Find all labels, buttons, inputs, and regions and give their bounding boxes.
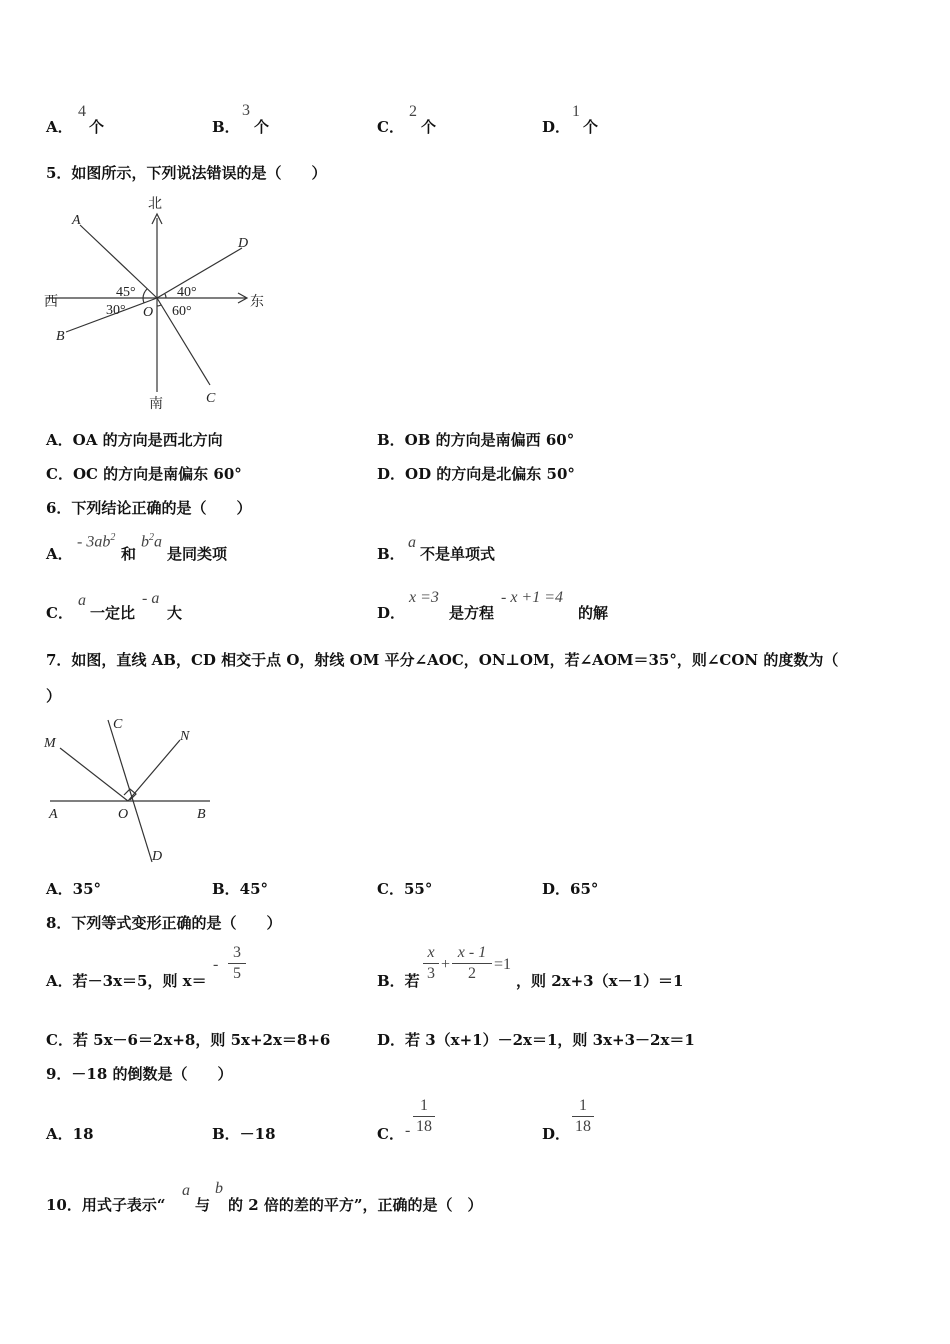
q6-option-a-term1: - $3ab^2$ xyxy=(77,532,116,551)
q5-option-c: C．OC 的方向是南偏东 60° xyxy=(46,465,242,483)
q5-stem: 5．如图所示，下列说法错误的是（ ） xyxy=(46,164,327,182)
q9-option-c-letter: C． xyxy=(377,1125,404,1143)
q5-option-b: B．OB 的方向是南偏西 60° xyxy=(377,431,575,449)
q6-option-b-letter: B． xyxy=(377,545,405,563)
label-a: A xyxy=(72,213,81,228)
q8-option-b-suffix: ，则 2x+3（x－1）＝1 xyxy=(516,972,684,990)
q10-var-b: b xyxy=(215,1180,223,1197)
q8-option-b-fraction1: x 3 xyxy=(423,944,439,983)
q5-compass-figure xyxy=(40,190,280,415)
q8-option-d: D．若 3（x+1）－2x＝1，则 3x+3－2x＝1 xyxy=(377,1031,695,1049)
q8-option-b-equals: =1 xyxy=(494,956,512,973)
ray-od xyxy=(157,248,242,298)
q8-option-a-sign: - xyxy=(213,956,219,973)
q4-option-b-letter: B． xyxy=(212,118,240,136)
q7-stem-line2: ） xyxy=(46,687,62,705)
q8-option-b-prefix: B．若 xyxy=(377,972,420,990)
q4-option-d-value: 1 xyxy=(572,103,580,120)
q8-option-b-fraction2: x - 1 2 xyxy=(452,944,492,983)
label-n: N xyxy=(180,729,190,744)
q6-option-d-mid: 是方程 xyxy=(449,604,495,622)
label-a: A xyxy=(49,807,58,822)
q6-option-c-term1: a xyxy=(78,592,86,609)
q6-option-c-letter: C． xyxy=(46,604,73,622)
q4-option-a-unit: 个 xyxy=(89,118,105,136)
label-m: M xyxy=(44,736,56,751)
q5-option-a: A．OA 的方向是西北方向 xyxy=(46,431,223,449)
q4-option-a-letter: A． xyxy=(46,118,73,136)
q4-option-c-value: 2 xyxy=(409,103,417,120)
q6-stem: 6．下列结论正确的是（ ） xyxy=(46,499,252,517)
q6-option-b-term: a xyxy=(408,534,416,551)
q4-option-c-letter: C． xyxy=(377,118,404,136)
label-west: 西 xyxy=(44,294,58,310)
q7-option-a: A．35° xyxy=(46,880,102,898)
q6-option-a-letter: A． xyxy=(46,545,73,563)
q9-option-c-fraction: 1 18 xyxy=(413,1097,435,1136)
angle-30: 30° xyxy=(106,303,126,318)
q7-angle-figure xyxy=(40,710,220,870)
q8-stem: 8．下列等式变形正确的是（ ） xyxy=(46,914,282,932)
label-o: O xyxy=(118,807,129,822)
q7-stem-line1: 7．如图，直线 AB，CD 相交于点 O，射线 OM 平分∠AOC，ON⊥OM，若∠AOM＝35°，则∠CON 的度数为（ xyxy=(46,651,839,669)
q6-option-d-letter: D． xyxy=(377,604,406,622)
q6-option-a-and: 和 xyxy=(121,545,137,563)
q6-option-c-term2: - a xyxy=(142,590,160,607)
label-east: 东 xyxy=(250,294,264,310)
label-c: C xyxy=(113,717,123,732)
q9-option-a: A．18 xyxy=(46,1125,94,1143)
q8-option-b-plus: + xyxy=(441,956,451,973)
label-c: C xyxy=(206,391,216,406)
q6-option-d-term1: x =3 xyxy=(409,589,439,606)
label-south: 南 xyxy=(149,396,163,412)
q7-option-b: B．45° xyxy=(212,880,269,898)
q10-stem-suffix: 的 2 倍的差的平方”，正确的是（ ） xyxy=(228,1196,483,1214)
q4-option-d-letter: D． xyxy=(542,118,571,136)
label-d: D xyxy=(238,236,249,251)
q9-option-c-sign: - xyxy=(405,1122,411,1139)
label-d: D xyxy=(152,849,163,864)
q9-stem: 9．－18 的倒数是（ ） xyxy=(46,1065,233,1083)
q7-option-c: C．55° xyxy=(377,880,433,898)
q4-option-d-unit: 个 xyxy=(583,118,599,136)
q8-option-c: C．若 5x－6＝2x+8，则 5x+2x＝8+6 xyxy=(46,1031,331,1049)
q4-option-a-value: 4 xyxy=(78,103,86,120)
q9-option-b: B．－18 xyxy=(212,1125,276,1143)
q6-option-d-equation: - x +1 =4 xyxy=(501,589,564,606)
q4-option-b-value: 3 xyxy=(242,102,250,119)
q9-option-d-letter: D． xyxy=(542,1125,571,1143)
angle-60: 60° xyxy=(172,304,192,319)
q6-option-c-mid: 一定比 xyxy=(90,604,136,622)
ray-on xyxy=(128,740,180,801)
angle-40: 40° xyxy=(177,285,197,300)
q4-option-b-unit: 个 xyxy=(254,118,270,136)
ray-om xyxy=(60,748,128,801)
q7-option-d: D．65° xyxy=(542,880,599,898)
q9-option-d-fraction: 1 18 xyxy=(572,1097,594,1136)
q6-option-a-tail: 是同类项 xyxy=(167,545,228,563)
q10-var-a: a xyxy=(182,1182,190,1199)
label-o: O xyxy=(143,305,154,320)
q6-option-b-tail: 不是单项式 xyxy=(420,545,496,563)
q4-option-c-unit: 个 xyxy=(421,118,437,136)
q6-option-a-term2: $b^2a$ xyxy=(141,532,162,551)
label-b: B xyxy=(197,807,206,822)
q8-option-a-text: A．若－3x＝5，则 x＝ xyxy=(46,972,207,990)
q5-option-d: D．OD 的方向是北偏东 50° xyxy=(377,465,575,483)
arc-45 xyxy=(143,289,147,298)
label-north: 北 xyxy=(148,196,162,212)
q10-stem-prefix: 10．用式子表示“ xyxy=(46,1196,166,1214)
q8-option-a-fraction: 3 5 xyxy=(228,944,246,983)
q6-option-d-tail: 的解 xyxy=(578,604,609,622)
angle-45: 45° xyxy=(116,285,136,300)
arc-30 xyxy=(143,298,144,303)
q10-stem-and: 与 xyxy=(195,1196,211,1214)
q6-option-c-tail: 大 xyxy=(167,604,183,622)
arc-60 xyxy=(157,305,161,306)
label-b: B xyxy=(56,329,65,344)
